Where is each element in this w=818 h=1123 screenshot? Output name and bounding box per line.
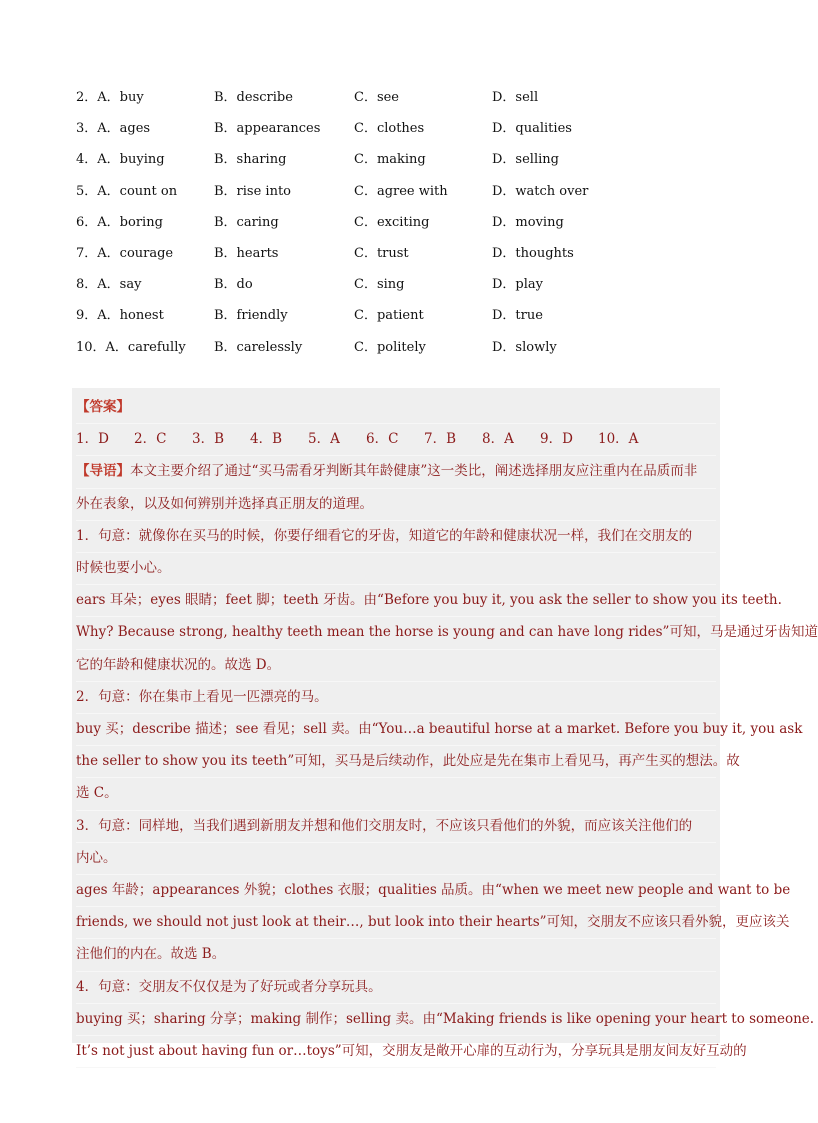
option-c: C．making bbox=[354, 152, 426, 168]
option-c: C．sing bbox=[354, 277, 405, 293]
answer-heading: 【答案】 bbox=[76, 392, 716, 424]
option-b: B．hearts bbox=[214, 246, 279, 262]
option-b: B．appearances bbox=[214, 121, 321, 137]
answer-key: 10．A bbox=[598, 431, 639, 448]
explanation-line: 4．句意：交朋友不仅仅是为了好玩或者分享玩具。 bbox=[76, 972, 716, 1004]
option-a: 9．A．honest bbox=[76, 308, 164, 324]
option-row bbox=[76, 267, 716, 298]
option-row bbox=[76, 205, 716, 236]
answer-key: 5．A bbox=[308, 431, 340, 448]
option-b: B．friendly bbox=[214, 308, 288, 324]
explanation-line: ages 年龄；appearances 外貌；clothes 衣服；qualities 品质。由“when we meet new people and want to be bbox=[76, 875, 716, 907]
explanation-line: 外在表象，以及如何辨别并选择真正朋友的道理。 bbox=[76, 489, 716, 521]
option-row bbox=[76, 142, 716, 173]
explanation-line: 内心。 bbox=[76, 843, 716, 875]
option-d: D．qualities bbox=[492, 121, 572, 137]
explanation-line: buy 买；describe 描述；see 看见；sell 卖。由“You…a beautiful horse at a market. Before you buy it, you ask bbox=[76, 714, 716, 746]
option-row bbox=[76, 330, 716, 361]
option-d: D．selling bbox=[492, 152, 559, 168]
option-b: B．carelessly bbox=[214, 339, 303, 355]
answer-keys bbox=[76, 424, 716, 456]
explanation-line: buying 买；sharing 分享；making 制作；selling 卖。由“Making friends is like opening your heart to someone. bbox=[76, 1004, 716, 1036]
option-a: 6．A．boring bbox=[76, 214, 163, 230]
option-d: D．true bbox=[492, 308, 543, 324]
option-b: B．describe bbox=[214, 90, 293, 106]
option-c: C．agree with bbox=[354, 183, 448, 199]
explanation-line: friends, we should not just look at their…, but look into their hearts”可知，交朋友不应该只看外貌，更应该关 bbox=[76, 907, 716, 939]
option-row bbox=[76, 236, 716, 267]
option-row bbox=[76, 298, 716, 329]
answer-key: 1．D bbox=[76, 431, 109, 448]
option-d: D．sell bbox=[492, 90, 539, 106]
answer-key: 2．C bbox=[134, 431, 167, 448]
explanation-line: 选 C。 bbox=[76, 778, 716, 810]
option-row bbox=[76, 80, 716, 111]
explanation-line: It’s not just about having fun or…toys”可知，交朋友是敞开心扉的互动行为，分享玩具是朋友间友好互动的 bbox=[76, 1036, 716, 1068]
option-c: C．exciting bbox=[354, 214, 430, 230]
option-a: 8．A．say bbox=[76, 277, 142, 293]
option-c: C．politely bbox=[354, 339, 426, 355]
explanation-line: 3．句意：同样地，当我们遇到新朋友并想和他们交朋友时，不应该只看他们的外貌，而应该关注他们的 bbox=[76, 811, 716, 843]
options-list bbox=[76, 80, 716, 361]
answer-key: 7．B bbox=[424, 431, 457, 448]
option-b: B．rise into bbox=[214, 183, 292, 199]
explanation-text: 本文主要介绍了通过“买马需看牙判断其年龄健康”这一类比，阐述选择朋友应注重内在品质而非 bbox=[130, 463, 698, 480]
option-d: D．watch over bbox=[492, 183, 589, 199]
answer-key: 4．B bbox=[250, 431, 283, 448]
explanation-line: the seller to show you its teeth”可知，买马是后续动作，此处应是先在集市上看见马，再产生买的想法。故 bbox=[76, 746, 716, 778]
option-a: 10．A．carefully bbox=[76, 339, 186, 355]
explanation-line: 注他们的内在。故选 B。 bbox=[76, 939, 716, 971]
explanation-line: Why? Because strong, healthy teeth mean the horse is young and can have long rides”可知，马是通过牙齿知道 bbox=[76, 617, 716, 649]
option-row bbox=[76, 174, 716, 205]
option-b: B．sharing bbox=[214, 152, 287, 168]
option-c: C．patient bbox=[354, 308, 424, 324]
option-c: C．trust bbox=[354, 246, 409, 262]
answer-key: 6．C bbox=[366, 431, 399, 448]
option-c: C．see bbox=[354, 90, 400, 106]
option-d: D．slowly bbox=[492, 339, 557, 355]
answer-block bbox=[72, 388, 818, 1060]
option-c: C．clothes bbox=[354, 121, 425, 137]
option-d: D．moving bbox=[492, 214, 564, 230]
option-b: B．caring bbox=[214, 214, 279, 230]
explanation-line: 时候也要小心。 bbox=[76, 553, 716, 585]
option-row bbox=[76, 111, 716, 142]
option-a: 7．A．courage bbox=[76, 246, 174, 262]
option-d: D．play bbox=[492, 277, 543, 293]
option-a: 2．A．buy bbox=[76, 90, 144, 106]
answer-key: 8．A bbox=[482, 431, 514, 448]
option-a: 5．A．count on bbox=[76, 183, 178, 199]
explanation-line: 它的年龄和健康状况的。故选 D。 bbox=[76, 650, 716, 682]
guide-label: 【导语】 bbox=[76, 463, 130, 480]
guide-line bbox=[76, 456, 716, 488]
answer-key: 3．B bbox=[192, 431, 225, 448]
explanation-line: 1．句意：就像你在买马的时候，你要仔细看它的牙齿，知道它的年龄和健康状况一样，我们在交朋友的 bbox=[76, 521, 716, 553]
explanation-line: ears 耳朵；eyes 眼睛；feet 脚；teeth 牙齿。由“Before you buy it, you ask the seller to show you its teeth. bbox=[76, 585, 716, 617]
option-b: B．do bbox=[214, 277, 253, 293]
option-a: 3．A．ages bbox=[76, 121, 151, 137]
option-a: 4．A．buying bbox=[76, 152, 165, 168]
explanation-line: 2．句意：你在集市上看见一匹漂亮的马。 bbox=[76, 682, 716, 714]
option-d: D．thoughts bbox=[492, 246, 574, 262]
answer-key: 9．D bbox=[540, 431, 573, 448]
